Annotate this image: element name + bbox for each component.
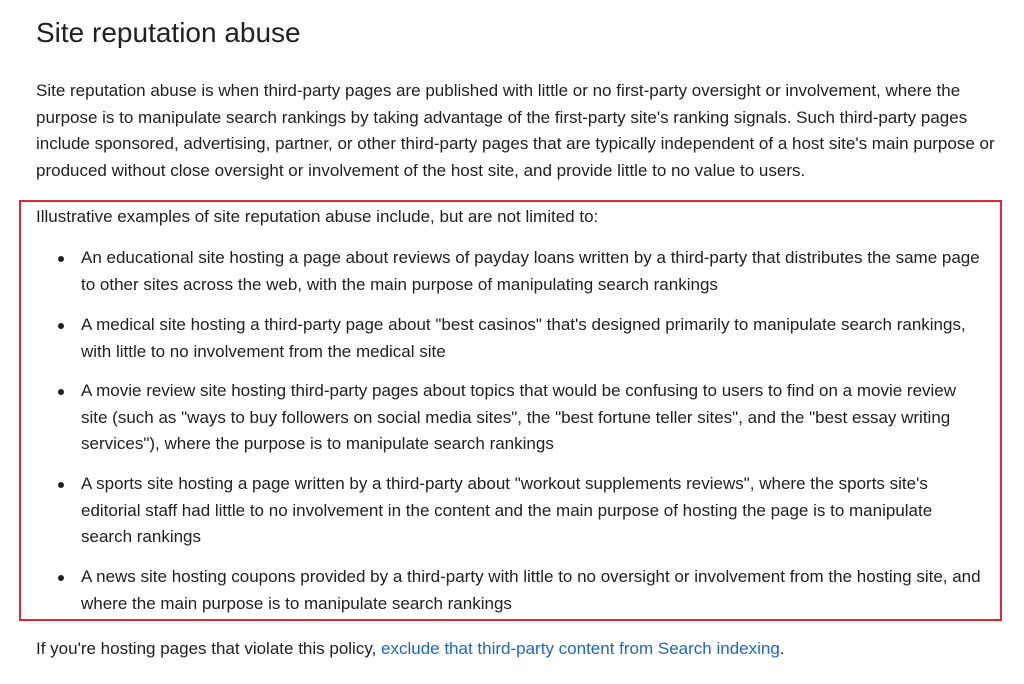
footer-text: If you're hosting pages that violate this policy, — [36, 639, 382, 658]
bullet-icon — [58, 389, 64, 395]
examples-lead: Illustrative examples of site reputation abuse include, but are not limited to: — [36, 207, 599, 226]
intro-paragraph: Site reputation abuse is when third-party pages are published with little or no first-party oversight or involvement, where the purpose is to manipulate search rankings by taking advantage of the first-party site's ranking signals. Such third-party pages include sponsored, advertising, partner, or other third-party pages that are typically independent of a host site's main purpose or produced without close oversight or involvement of the host site, and provide little to no value to users. — [36, 81, 995, 180]
list-item-text: A movie review site hosting third-party pages about topics that would be confusing to users to find on a movie review site (such as "ways to buy followers on social media sites", the "best fortune teller sites", and the "best essay writing services"), where the purpose is to manipulate search rankings — [81, 381, 957, 453]
page-title: Site reputation abuse — [36, 17, 301, 48]
bullet-icon — [58, 323, 64, 329]
list-item-text: A news site hosting coupons provided by a third-party with little to no oversight or involvement from the hosting site, and where the main purpose is to manipulate search rankings — [81, 567, 981, 613]
exclude-content-link[interactable]: exclude that third-party content from Search indexing — [381, 639, 780, 658]
bullet-icon — [58, 575, 64, 581]
footer-paragraph — [36, 636, 785, 663]
list-item-text: A sports site hosting a page written by a third-party about "workout supplements reviews", where the sports site's editorial staff had little to no involvement in the content and the main purpose of hosting the page is to manipulate search rankings — [81, 474, 933, 546]
footer-end: . — [779, 639, 785, 658]
list-item-text: A medical site hosting a third-party page about "best casinos" that's designed primarily to manipulate search rankings, with little to no involvement from the medical site — [81, 315, 966, 361]
bullet-icon — [58, 482, 64, 488]
list-item-text: An educational site hosting a page about reviews of payday loans written by a third-party that distributes the same page to other sites across the web, with the main purpose of manipulating search rankings — [81, 248, 980, 294]
bullet-icon — [58, 256, 64, 262]
